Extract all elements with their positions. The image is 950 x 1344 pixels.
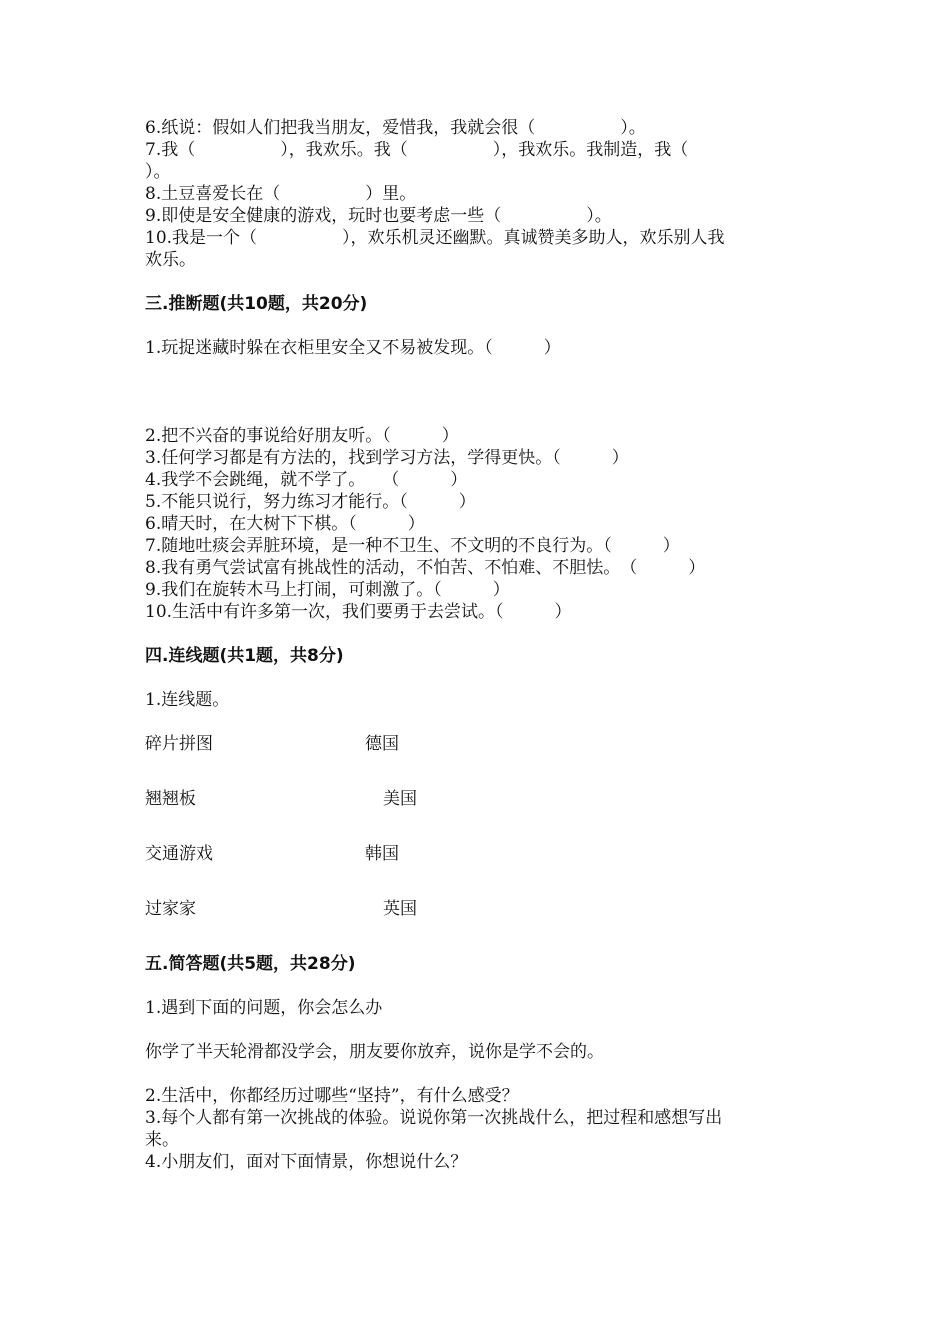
judge-item-1: 1.玩捉迷藏时躲在衣柜里安全又不易被发现。（ ）: [145, 338, 561, 358]
judge-item-3: 3.任何学习都是有方法的，找到学习方法，学得更快。（ ）: [145, 448, 629, 468]
match-question: 1.连线题。: [145, 690, 230, 710]
match-right-1: 德国: [365, 734, 399, 754]
judge-item-5: 5.不能只说行，努力练习才能行。（ ）: [145, 492, 476, 512]
match-left-1: 碎片拼图: [145, 734, 213, 754]
fill-q6: 6.纸说：假如人们把我当朋友，爱惜我，我就会很（ ）。: [145, 118, 646, 138]
fill-q9: 9.即使是安全健康的游戏，玩时也要考虑一些（ ）。: [145, 206, 612, 226]
judge-item-4: 4.我学不会跳绳，就不学了。 （ ）: [145, 470, 468, 490]
fill-q10-line1: 10.我是一个（ ），欢乐机灵还幽默。真诚赞美多助人，欢乐别人我: [145, 228, 725, 248]
match-right-3: 韩国: [365, 844, 399, 864]
match-left-2: 翘翘板: [145, 789, 196, 809]
judge-item-7: 7.随地吐痰会弄脏环境，是一种不卫生、不文明的不良行为。（ ）: [145, 536, 680, 556]
fill-q7-line2: ）。: [145, 162, 171, 182]
short-q3-line2: 来。: [145, 1130, 179, 1150]
fill-q7-line1: 7.我（ ），我欢乐。我（ ），我欢乐。我制造，我（: [145, 140, 689, 160]
short-q4: 4.小朋友们，面对下面情景，你想说什么？: [145, 1152, 468, 1172]
section3-title: 三.推断题(共10题，共20分): [145, 294, 368, 314]
section4-title: 四.连线题(共1题，共8分): [145, 646, 344, 666]
short-q3-line1: 3.每个人都有第一次挑战的体验。说说你第一次挑战什么，把过程和感想写出: [145, 1108, 723, 1128]
judge-item-10: 10.生活中有许多第一次，我们要勇于去尝试。（ ）: [145, 602, 572, 622]
judge-item-6: 6.晴天时，在大树下下棋。（ ）: [145, 514, 425, 534]
short-q1: 1.遇到下面的问题，你会怎么办: [145, 998, 383, 1018]
match-right-4: 英国: [383, 899, 417, 919]
fill-q8: 8.土豆喜爱长在（ ）里。: [145, 184, 417, 204]
judge-item-9: 9.我们在旋转木马上打闹，可刺激了。（ ）: [145, 580, 510, 600]
judge-item-8: 8.我有勇气尝试富有挑战性的活动，不怕苦、不怕难、不胆怯。 （ ）: [145, 558, 706, 578]
judge-item-2: 2.把不兴奋的事说给好朋友听。（ ）: [145, 426, 459, 446]
short-q1-scenario: 你学了半天轮滑都没学会，朋友要你放弃，说你是学不会的。: [145, 1042, 604, 1062]
section5-title: 五.简答题(共5题，共28分): [145, 954, 356, 974]
match-left-4: 过家家: [145, 899, 196, 919]
match-right-2: 美国: [383, 789, 417, 809]
match-left-3: 交通游戏: [145, 844, 213, 864]
short-q2: 2.生活中，你都经历过哪些“坚持”，有什么感受？: [145, 1086, 519, 1106]
fill-q10-line2: 欢乐。: [145, 250, 196, 270]
